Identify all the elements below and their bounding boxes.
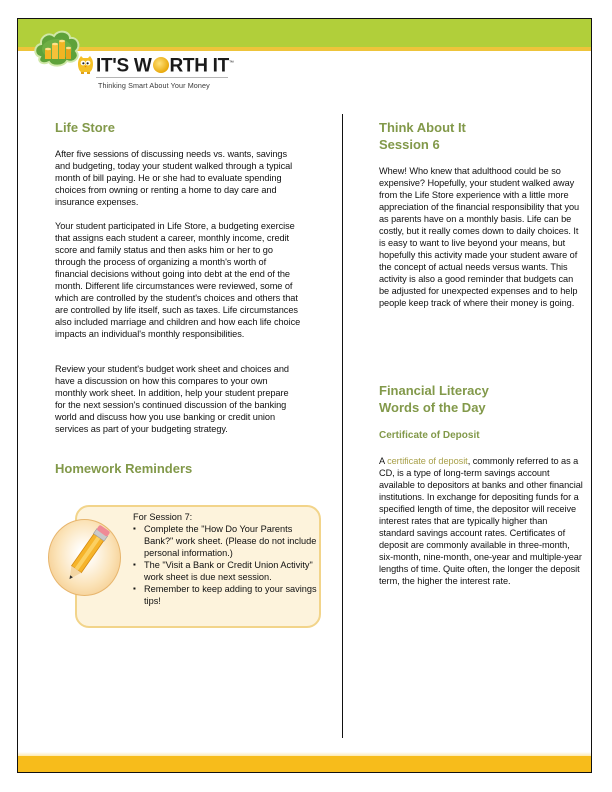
- brand-logo: [96, 52, 234, 77]
- think-about-it-section: [379, 119, 584, 153]
- words-of-day-heading: [379, 382, 584, 416]
- think-about-it-paragraph: Whew! Who knew that adulthood could be so expensive? Hopefully, your student walked away from the Life Store experience with a little more appreciation of the financial responsibility that you as parents have on a monthly basis. Life can be costly, but it really comes down to daily choices. It is easy to want to live beyond your means, but hopefully this activity made your student aware of the concept of actual needs versus wants. This activity is also a good reminder that budgets can be adjusted for unexpected expenses and to help people keep track of where their money is going.: [379, 166, 580, 308]
- life-store-paragraph-2-wrap: [55, 220, 301, 340]
- trademark-symbol: ™: [228, 60, 234, 66]
- term-heading-wrap: [379, 429, 584, 442]
- certificate-of-deposit-link[interactable]: certificate of deposit: [387, 456, 468, 466]
- coin-icon: [153, 57, 169, 73]
- life-store-paragraph-3: Review your student's budget work sheet and choices and have a discussion on how this compares to your own monthly work sheet. In addition, help your student prepare for the next session's continued discussion of the banking world and discuss how you use banking or credit union services as part of your budgeting strategy.: [55, 364, 289, 434]
- think-about-it-heading-line1: Think About It: [379, 120, 466, 135]
- homework-intro: For Session 7:: [133, 512, 193, 522]
- owl-mascot-icon: [77, 55, 94, 74]
- header-band: [18, 19, 591, 47]
- coins-cloud-icon: [32, 27, 82, 69]
- words-of-day-section: [379, 382, 584, 416]
- life-store-paragraph-3-wrap: [55, 363, 301, 435]
- think-about-it-heading: [379, 119, 584, 153]
- homework-heading: Homework Reminders: [55, 461, 193, 476]
- brand-tagline: Thinking Smart About Your Money: [98, 81, 210, 90]
- column-divider: [342, 114, 343, 738]
- term-heading: Certificate of Deposit: [379, 430, 480, 441]
- life-store-paragraph-1-wrap: [55, 148, 301, 208]
- pencil-icon: [52, 522, 118, 592]
- life-store-heading: Life Store: [55, 120, 115, 135]
- footer-band: [18, 756, 591, 772]
- life-store-paragraph-1: After five sessions of discussing needs vs. wants, savings and budgeting, today your student walked through a typical month of bill paying. He or she had to evaluate spending choices from owning or renting a home to day care and insurance expenses.: [55, 149, 293, 207]
- brand-name-part1: IT'S W: [96, 55, 152, 77]
- brand-name-part2: RTH IT: [169, 55, 229, 77]
- homework-list: [133, 523, 319, 607]
- logo-underline: [96, 77, 228, 78]
- think-about-it-heading-line2: Session 6: [379, 137, 440, 152]
- homework-item: ▪ The "Visit a Bank or Credit Union Activity" work sheet is due next session.: [133, 559, 319, 583]
- definition-prefix: A: [379, 456, 388, 466]
- life-store-section: [55, 119, 301, 136]
- words-of-day-heading-line1: Financial Literacy: [379, 383, 489, 398]
- homework-heading-wrap: [55, 460, 301, 477]
- definition-rest: , commonly referred to as a CD, is a type of long-term savings account available to depositors at banks and other financial institutions. In exchange for depositing funds for a specified length of time, the depositor will receive interest rates that are typically higher than standard savings account rates. Certificates of deposit are commonly available in three-month, six-month, nine-month, one-year and multiple-year lengths of time. Quite often, the longer the deposit term, the higher the interest rate.: [379, 456, 583, 586]
- term-definition: [379, 455, 584, 587]
- header-stripe: [18, 47, 591, 51]
- term-definition-wrap: [379, 455, 584, 587]
- homework-content: [133, 511, 319, 607]
- homework-item: ▪ Complete the "How Do Your Parents Bank?" work sheet. (Please do not include personal information.): [133, 523, 319, 559]
- homework-item: ▪ Remember to keep adding to your savings tips!: [133, 583, 319, 607]
- think-about-it-paragraph-wrap: [379, 165, 584, 309]
- life-store-paragraph-2: Your student participated in Life Store, a budgeting exercise that assigns each student a career, monthly income, credit score and family status and then asks him or her to go through the process of organizing a month's worth of financial decisions without going into debt at the end of the month. Different life circumstances were reviewed, some of which are controlled by the student's choices and others that are controlled by life itself, such as taxes. Life circumstances also included marriage and children and how each life choice impacts an individual's monthly responsibilities.: [55, 221, 301, 339]
- words-of-day-heading-line2: Words of the Day: [379, 400, 486, 415]
